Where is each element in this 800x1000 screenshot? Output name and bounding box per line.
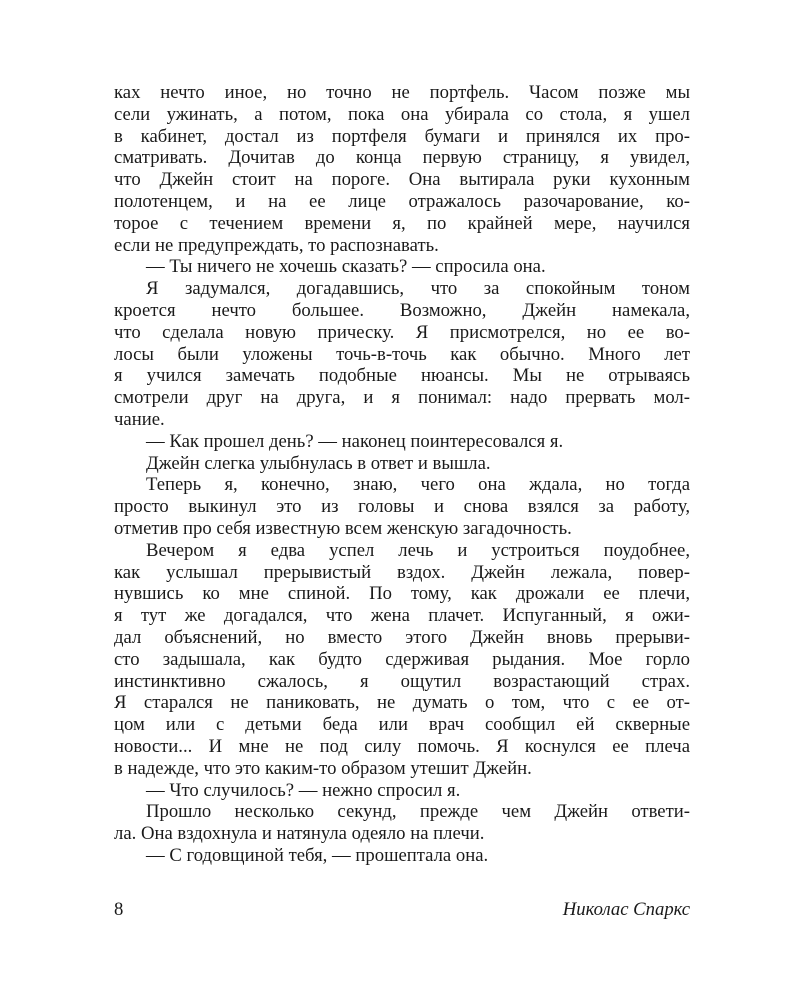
text-line: — Как прошел день? — наконец поинтересовался я. [146, 430, 564, 452]
text-line: я учился замечать подобные нюансы. Мы не отрываясь [114, 365, 690, 387]
text-line: Вечером я едва успел лечь и устроиться поудобнее, [146, 539, 690, 561]
text-line: лосы были уложены точь-в-точь как обычно. Много лет [114, 343, 690, 365]
text-line: нувшись ко мне спиной. По тому, как дрожали ее плечи, [114, 583, 690, 605]
text-line: если не предупреждать, то распознавать. [114, 234, 439, 256]
text-line: ла. Она вздохнула и натянула одеяло на плечи. [114, 823, 485, 845]
text-line: полотенцем, и на ее лице отражалось разочарование, ко- [114, 190, 690, 212]
text-line: кроется нечто большее. Возможно, Джейн намекала, [114, 299, 690, 321]
running-head-author: Николас Спаркс [562, 899, 690, 920]
text-line: что Джейн стоит на пороге. Она вытирала руки кухонным [114, 169, 690, 191]
text-line: я тут же догадался, что жена плачет. Испуганный, я ожи- [114, 605, 690, 627]
text-line: — Что случилось? — нежно спросил я. [146, 779, 461, 801]
text-line: как услышал прерывистый вздох. Джейн лежала, повер- [114, 561, 690, 583]
text-line: сматривать. Дочитав до конца первую страницу, я увидел, [114, 147, 690, 169]
text-line: Джейн слегка улыбнулась в ответ и вышла. [146, 452, 491, 474]
text-line: — Ты ничего не хочешь сказать? — спросила она. [146, 256, 546, 278]
text-line: Я задумался, догадавшись, что за спокойным тоном [146, 278, 690, 300]
text-line: торое с течением времени я, по крайней мере, научился [114, 212, 690, 234]
text-line: просто выкинул это из головы и снова взялся за работу, [114, 496, 690, 518]
text-line: сели ужинать, а потом, пока она убирала со стола, я ушел [114, 103, 690, 125]
text-line: чание. [114, 408, 165, 430]
text-line: инстинктивно сжалось, я ощутил возрастающий страх. [114, 670, 690, 692]
text-line: цом или с детьми беда или врач сообщил ей скверные [114, 714, 690, 736]
text-line: Теперь я, конечно, знаю, чего она ждала, но тогда [146, 474, 690, 496]
text-line: в кабинет, достал из портфеля бумаги и принялся их про- [114, 125, 690, 147]
page-number: 8 [114, 899, 124, 920]
text-line: смотрели друг на друга, и я понимал: надо прервать мол- [114, 387, 690, 409]
text-line: Прошло несколько секунд, прежде чем Джейн ответи- [146, 801, 690, 823]
text-line: Я старался не паниковать, не думать о том, что с ее от- [114, 692, 690, 714]
text-line: ках нечто иное, но точно не портфель. Часом позже мы [114, 82, 690, 103]
body-text [114, 82, 690, 867]
text-line: дал объяснений, но вместо этого Джейн вновь прерыви- [114, 626, 690, 648]
text-line: сто задышала, как будто сдерживая рыдания. Мое горло [114, 648, 690, 670]
text-line: — С годовщиной тебя, — прошептала она. [146, 844, 489, 866]
text-line: отметив про себя известную всем женскую загадочность. [114, 517, 572, 539]
text-line: что сделала новую прическу. Я присмотрелся, но ее во- [114, 321, 690, 343]
text-line: новости... И мне не под силу помочь. Я коснулся ее плеча [114, 735, 690, 757]
text-line: в надежде, что это каким-то образом утешит Джейн. [114, 757, 532, 779]
